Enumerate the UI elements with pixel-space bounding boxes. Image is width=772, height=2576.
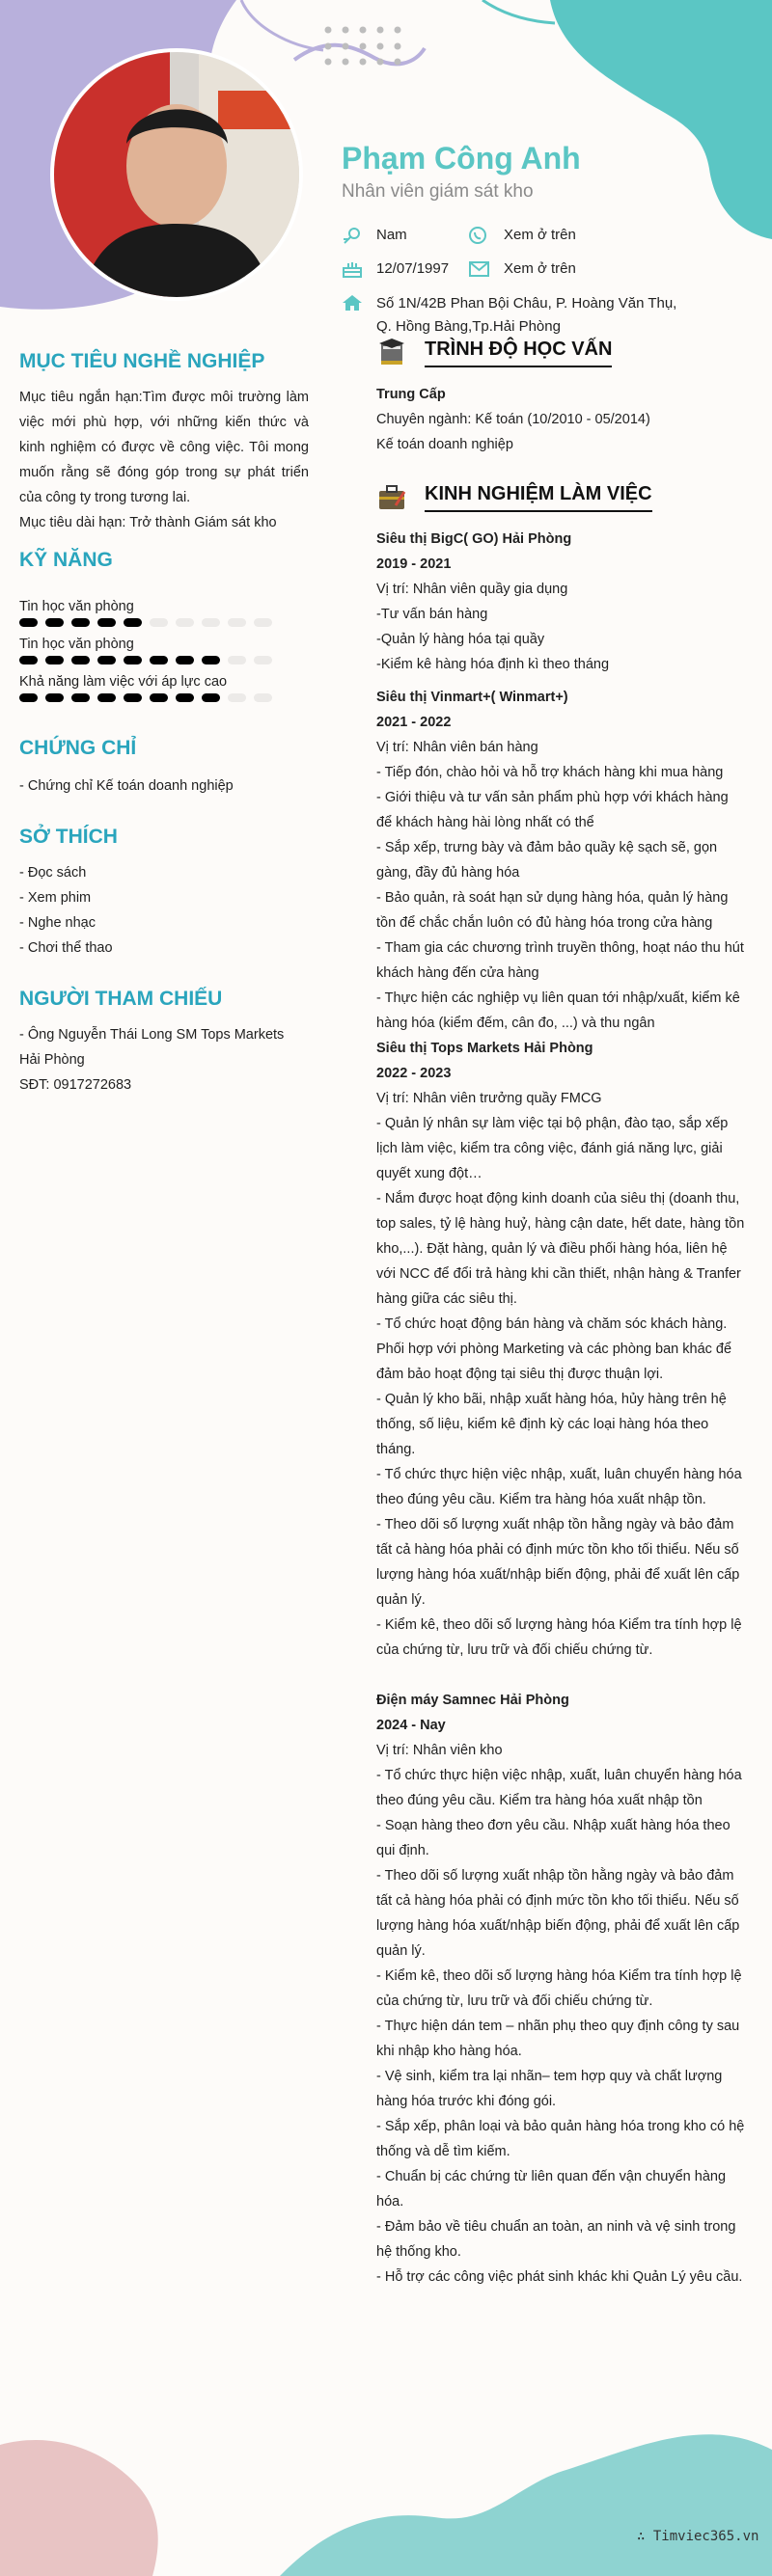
skill-dot-empty (254, 693, 272, 702)
skills-list (19, 599, 309, 702)
skill-dot-filled (19, 656, 38, 664)
skill-dot-filled (202, 693, 220, 702)
skill-dot-filled (124, 656, 142, 664)
skill-dot-empty (228, 656, 246, 664)
job-company: Điện máy Samnec Hải Phòng (376, 1693, 569, 1708)
skill-dot-filled (71, 693, 90, 702)
objective-short: Mục tiêu ngắn hạn:Tìm được môi trường làm việc mới phù hợp, với những kiến thức và kinh nghiệm có được về công việc. Tôi mong muốn rằng sẽ đóng góp trong sự phát triển của công ty trong tương lai. (19, 390, 309, 505)
job-line: - Sắp xếp, phân loại và bảo quản hàng hóa trong kho có hệ thống và dễ tìm kiếm. (376, 2119, 745, 2159)
info-marital (469, 227, 576, 244)
skill-dot-filled (45, 618, 64, 627)
job-line: - Tổ chức thực hiện việc nhập, xuất, luân chuyển hàng hóa theo đúng yêu cầu. Kiểm tra hàng hóa xuất nhập tồn. (376, 1467, 742, 1507)
watermark-text: Timviec365.vn (652, 2529, 759, 2544)
skill-dot-empty (202, 618, 220, 627)
left-column (19, 350, 309, 1098)
briefcase-icon (376, 482, 407, 513)
job-line: - Tham gia các chương trình truyền thông, hoạt náo thu hút khách hàng đến cửa hàng (376, 940, 744, 981)
skill-dot-filled (150, 656, 168, 664)
job-line: Vị trí: Nhân viên bán hàng (376, 740, 538, 755)
skill-dot-filled (97, 618, 116, 627)
skill-item (19, 637, 309, 664)
graduation-icon (376, 338, 407, 368)
skill-dot-filled (124, 618, 142, 627)
skill-dot-filled (19, 618, 38, 627)
skill-dot-filled (97, 656, 116, 664)
job-line: Vị trí: Nhân viên trưởng quầy FMCG (376, 1091, 602, 1106)
skill-dot-empty (150, 618, 168, 627)
job-line: - Hỗ trợ các công việc phát sinh khác khi Quản Lý yêu cầu. (376, 2269, 743, 2285)
references-title: NGƯỜI THAM CHIẾU (19, 988, 223, 1010)
job-line: - Kiểm kê, theo dõi số lượng hàng hóa Kiểm tra tính hợp lệ của chứng từ, lưu trữ và đối chiếu chứng từ. (376, 1617, 742, 1658)
phone-icon (469, 227, 490, 244)
gender-value: Nam (376, 227, 407, 243)
education-header (376, 338, 745, 368)
job-period: 2022 - 2023 (376, 1066, 452, 1081)
avatar-frame (50, 48, 303, 301)
skill-item (19, 599, 309, 627)
info-gender (342, 227, 407, 244)
education-major: Chuyên ngành: Kế toán (10/2010 - 05/2014) (376, 412, 650, 427)
job-line: - Sắp xếp, trưng bày và đảm bảo quầy kệ sạch sẽ, gọn gàng, đầy đủ hàng hóa (376, 840, 718, 881)
skill-level (19, 656, 309, 664)
skill-dot-empty (228, 693, 246, 702)
job-line: - Kiểm kê, theo dõi số lượng hàng hóa Kiểm tra tính hợp lệ của chứng từ, lưu trữ và đối chiếu chứng từ. (376, 1968, 742, 2009)
certificate-item: - Chứng chỉ Kế toán doanh nghiệp (19, 778, 234, 794)
objective-title: MỤC TIÊU NGHỀ NGHIỆP (19, 350, 265, 372)
job-line: - Tổ chức thực hiện việc nhập, xuất, luân chuyển hàng hóa theo đúng yêu cầu. Kiểm tra hàng hóa xuất nhập tồn (376, 1768, 742, 1808)
job-company: Siêu thị BigC( GO) Hải Phòng (376, 531, 572, 547)
skill-dot-empty (228, 618, 246, 627)
objective-long: Mục tiêu dài hạn: Trở thành Giám sát kho (19, 515, 277, 530)
info-email (469, 260, 576, 278)
candidate-position: Nhân viên giám sát kho (342, 181, 534, 202)
skill-dot-empty (254, 656, 272, 664)
job-line: - Bảo quản, rà soát hạn sử dụng hàng hóa, quản lý hàng tồn để chắc chắn luôn có đủ hàng hóa trong cửa hàng (376, 890, 729, 931)
address-value: Số 1N/42B Phan Bội Châu, P. Hoàng Văn Thụ, Q. Hồng Bàng,Tp.Hải Phòng (376, 295, 677, 335)
job-company: Siêu thị Vinmart+( Winmart+) (376, 690, 568, 705)
experience-header (376, 482, 745, 513)
skill-dot-filled (176, 693, 194, 702)
hobbies-list (19, 860, 309, 961)
watermark: ∴ Timviec365.vn (637, 2529, 759, 2544)
job-line: -Kiểm kê hàng hóa định kì theo tháng (376, 657, 610, 672)
avatar (54, 52, 299, 297)
skill-dot-filled (71, 618, 90, 627)
birthday-icon (342, 260, 363, 278)
job-item (376, 1036, 745, 1663)
skill-dot-empty (176, 618, 194, 627)
job-line: - Soạn hàng theo đơn yêu cầu. Nhập xuất hàng hóa theo qui định. (376, 1818, 731, 1858)
certificates-title: CHỨNG CHỈ (19, 737, 137, 759)
skill-dot-filled (45, 656, 64, 664)
job-line: - Thực hiện dán tem – nhãn phụ theo quy định công ty sau khi nhập kho hàng hóa. (376, 2019, 740, 2059)
job-line: - Tổ chức hoạt động bán hàng và chăm sóc khách hàng. Phối hợp với phòng Marketing và các phòng ban khác để đảm bảo hoạt động tại siêu thị được thuận lợi. (376, 1316, 732, 1382)
hobbies-title: SỞ THÍCH (19, 826, 118, 848)
hobby-item: - Đọc sách (19, 865, 87, 881)
skill-item (19, 674, 309, 702)
job-line: -Tư vấn bán hàng (376, 607, 488, 622)
skill-dot-filled (124, 693, 142, 702)
skill-dot-filled (71, 656, 90, 664)
hobby-item: - Xem phim (19, 890, 92, 906)
job-line: - Theo dõi số lượng xuất nhập tồn hằng ngày và bảo đảm tất cả hàng hóa phải có định mức tồn kho tối thiểu. Nếu số lượng hàng hóa xuất/nhập biến động, phải để xuất lên cấp quản lý. (376, 1868, 740, 1959)
job-period: 2019 - 2021 (376, 556, 452, 572)
skill-dot-empty (254, 618, 272, 627)
gender-icon (342, 227, 363, 244)
skill-level (19, 693, 309, 702)
marital-value: Xem ở trên (504, 227, 576, 243)
job-item (376, 685, 745, 1036)
education-title: TRÌNH ĐỘ HỌC VẤN (425, 339, 612, 367)
job-item (376, 1688, 745, 2290)
job-period: 2024 - Nay (376, 1718, 446, 1733)
reference-phone: SĐT: 0917272683 (19, 1077, 132, 1093)
skills-title: KỸ NĂNG (19, 549, 113, 571)
hobby-item: - Nghe nhạc (19, 915, 96, 931)
right-column (376, 338, 745, 2290)
skill-name: Tin học văn phòng (19, 599, 134, 614)
job-line: - Tiếp đón, chào hỏi và hỗ trợ khách hàng khi mua hàng (376, 765, 724, 780)
education-school: Trung Cấp (376, 387, 446, 402)
info-birthday (342, 260, 449, 278)
info-address (342, 292, 689, 339)
skill-name: Tin học văn phòng (19, 637, 134, 652)
mail-icon (469, 260, 490, 278)
skill-dot-filled (202, 656, 220, 664)
experience-title: KINH NGHIỆM LÀM VIỆC (425, 483, 652, 512)
job-line: - Vệ sinh, kiểm tra lại nhãn– tem hợp quy và chất lượng hàng hóa trước khi đóng gói. (376, 2069, 723, 2109)
skill-dot-filled (19, 693, 38, 702)
job-line: - Giới thiệu và tư vấn sản phẩm phù hợp với khách hàng để khách hàng hài lòng nhất có thể (376, 790, 729, 830)
job-line: - Theo dõi số lượng xuất nhập tồn hằng ngày và bảo đảm tất cả hàng hóa phải có định mức tồn kho tối thiểu. Nếu số lượng hàng hóa xuất/nhập biến động, phải để xuất lên cấp quản lý. (376, 1517, 740, 1608)
birthday-value: 12/07/1997 (376, 260, 450, 277)
skill-level (19, 618, 309, 627)
skill-dot-filled (176, 656, 194, 664)
job-company: Siêu thị Tops Markets Hải Phòng (376, 1041, 593, 1056)
reference-person: - Ông Nguyễn Thái Long SM Tops Markets Hải Phòng (19, 1027, 285, 1068)
skill-dot-filled (45, 693, 64, 702)
job-line: Vị trí: Nhân viên quầy gia dụng (376, 582, 568, 597)
job-line: - Quản lý kho bãi, nhập xuất hàng hóa, hủy hàng trên hệ thống, số liệu, kiểm kê định kỳ các loại hàng hóa theo tháng. (376, 1392, 727, 1457)
candidate-name: Phạm Công Anh (342, 141, 581, 176)
job-line: - Thực hiện các nghiệp vụ liên quan tới nhập/xuất, kiểm kê hàng hóa (kiểm đếm, cân đo, ...) và thu ngân (376, 990, 740, 1031)
job-line: Vị trí: Nhân viên kho (376, 1743, 503, 1758)
skill-dot-filled (97, 693, 116, 702)
hobby-item: - Chơi thể thao (19, 940, 113, 956)
home-icon (342, 294, 363, 312)
job-period: 2021 - 2022 (376, 715, 452, 730)
education-detail: Kế toán doanh nghiệp (376, 437, 513, 452)
job-line: - Nắm được hoạt động kinh doanh của siêu thị (doanh thu, top sales, tỷ lệ hàng huỷ, hàng cận date, hết date, hàng tồn kho,...). Đặt hàng, quản lý và điều phối hàng hóa, liên hệ với NCC để đổi trả hàng khi cần thiết, nhận hàng & Tranfer hàng giữa các siêu thị. (376, 1191, 745, 1307)
job-item (376, 527, 745, 677)
job-line: -Quản lý hàng hóa tại quầy (376, 632, 545, 647)
skill-dot-filled (150, 693, 168, 702)
job-line: - Đảm bảo về tiêu chuẩn an toàn, an ninh và vệ sinh trong hệ thống kho. (376, 2219, 736, 2260)
job-line: - Chuẩn bị các chứng từ liên quan đến vận chuyển hàng hóa. (376, 2169, 727, 2210)
skill-name: Khả năng làm việc với áp lực cao (19, 674, 228, 690)
job-line: - Quản lý nhân sự làm việc tại bộ phận, đào tạo, sắp xếp lịch làm việc, kiểm tra công việc, đánh giá năng lực, giải quyết xung đột… (376, 1116, 729, 1181)
email-value: Xem ở trên (504, 260, 576, 277)
